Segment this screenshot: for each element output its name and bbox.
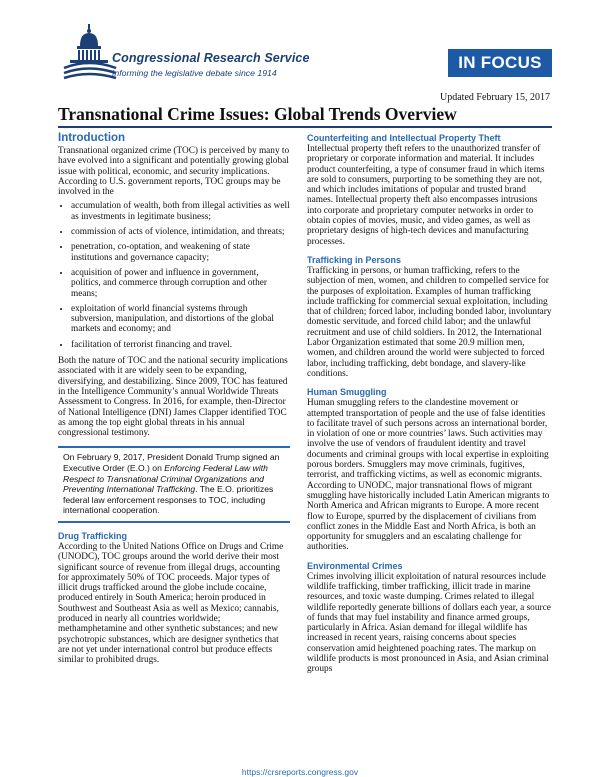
left-column <box>58 131 290 666</box>
drug-trafficking-heading: Drug Trafficking <box>58 530 128 541</box>
intro-paragraph-2: Both the nature of TOC and the national security implications associated with it are widely seen to be expanding, diversifying, and destabilizing. Since 2009, TOC has featured in the Intelligence Community’s annual Worldwide Threats Assessment to Congress. In 2016, for example, then-Director of National Intelligence (DNI) James Clapper identified TOC as among the top eight global threats in his annual congressional testimony. <box>58 356 288 439</box>
capitol-dome-icon <box>60 22 118 80</box>
intro-heading: Introduction <box>58 132 126 144</box>
list-item: • exploitation of world financial systems through subversion, manipulation, and distortions of the global markets and economy; and <box>71 304 290 335</box>
callout-text-2: . The E.O. prioritizes federal law enforcement responses to TOC, including international cooperation. <box>63 484 274 516</box>
list-item: • penetration, co-optation, and weakening of state institutions and governance capacity; <box>71 242 290 263</box>
drug-trafficking-text: According to the United Nations Office on Drugs and Crime (UNODC), TOC groups around the world derive their most significant source of revenue from illegal drugs, accounting for approximately 50% of TOC proceeds. Major types of illicit drugs trafficked around the globe include cocaine, produced entirely in South America; heroin produced in Southwest and Southeast Asia as well as Mexico; cannabis, produced in nearly all countries worldwide; methamphetamine and other synthetic substances; and new psychotropic substances, which are designer synthetics that are not yet under international control but produce effects similar to prohibited drugs. <box>58 541 284 666</box>
callout-order-title: Enforcing Federal Law with Respect to Transnational Criminal Organizations and Preventing International Trafficking <box>63 463 268 495</box>
environmental-crimes-heading: Environmental Crimes <box>307 560 403 571</box>
footer-link[interactable]: https://crsreports.congress.gov <box>241 767 359 777</box>
list-item: • facilitation of terrorist financing and travel. <box>71 340 290 350</box>
org-name: Congressional Research Service <box>112 51 310 65</box>
report-header <box>0 0 600 92</box>
title-divider <box>58 126 552 128</box>
list-item: • accumulation of wealth, both from illegal activities as well as investments in legitimate business; <box>71 201 290 222</box>
trafficking-persons-heading: Trafficking in Persons <box>307 254 402 265</box>
trafficking-persons-text: Trafficking in persons, or human trafficking, refers to the subjection of men, women, and children to compelled service for the purposes of exploitation. Examples of human trafficking include trafficking for commercial sexual exploitation, including that of children; forced labor, including bonded labor, involuntary domestic servitude, and forced child labor; and the unlawful recruitment and use of child soldiers. In 2012, the International Labor Organization estimated that some 20.9 million men, women, and children around the world were subjected to forced labor, including trafficking, debt bondage, and slavery-like conditions. <box>307 265 552 379</box>
list-item: • acquisition of power and influence in government, politics, and commerce through corruption and other means; <box>71 268 290 299</box>
environmental-crimes-text: Crimes involving illicit exploitation of natural resources include wildlife trafficking, timber trafficking, illicit trade in marine resources, and toxic waste dumping. Crimes related to illegal wildlife reportedly generate billions of dollars each year, a source of funds that may fuel instability and finance armed groups, particularly in Africa. Asian demand for illegal wildlife has increased in recent years, raising concerns about species conservation amid heightened poaching rates. The markup on wildlife products is most pronounced in Asia, and Asian criminal groups <box>307 571 551 675</box>
callout-text-1: On February 9, 2017, President Donald Trump signed an Executive Order (E.O.) on <box>63 452 280 474</box>
human-smuggling-text: Human smuggling refers to the clandestine movement or attempted transportation of people and the use of false identities to facilitate travel of such persons across an international border, in violation of one or more countries’ laws. Such activities may involve the use of vendors of fraudulent identity and travel documents and criminal groups with local expertise in exploiting porous borders. Smugglers may move criminals, fugitives, terrorist, and trafficking victims, as well as economic migrants. According to UNODC, major transnational flows of migrant smuggling have historically included Latin American migrants to North America and African migrants to Europe. A more recent flow to Europe, spurred by the displacement of civilians from conflict zones in the Middle East and North Africa, is both an opportunity for smugglers and an escalating challenge for authorities. <box>307 398 550 553</box>
toc-activities-list <box>58 201 290 350</box>
counterfeiting-heading: Counterfeiting and Intellectual Property Theft <box>307 133 501 143</box>
in-focus-badge: IN FOCUS <box>448 49 552 77</box>
list-item: • commission of acts of violence, intimidation, and threats; <box>71 227 290 237</box>
page-title: Transnational Crime Issues: Global Trends Overview <box>58 104 457 124</box>
org-tagline: Informing the legislative debate since 1914 <box>112 68 277 78</box>
intro-paragraph: Transnational organized crime (TOC) is perceived by many to have evolved into a significant and potentially growing global issue with political, economic, and security implications. According to U.S. government reports, TOC groups may be involved in the <box>58 146 290 198</box>
updated-date: Updated February 15, 2017 <box>440 92 550 103</box>
counterfeiting-text: Intellectual property theft refers to the unauthorized transfer of proprietary or corporate information and material. It includes product counterfeiting, a type of consumer fraud in which items are sold to consumers, purporting to be something they are not, and which includes imitations of popular and trusted brand names. Intellectual property theft also encompasses intrusions into corporate and proprietary computer networks in order to obtain copies of movies, music, and video games, as well as proprietary designs of high-tech devices and manufacturing processes. <box>307 144 545 247</box>
executive-order-callout <box>58 446 290 523</box>
human-smuggling-heading: Human Smuggling <box>307 387 387 398</box>
right-column <box>307 131 552 675</box>
